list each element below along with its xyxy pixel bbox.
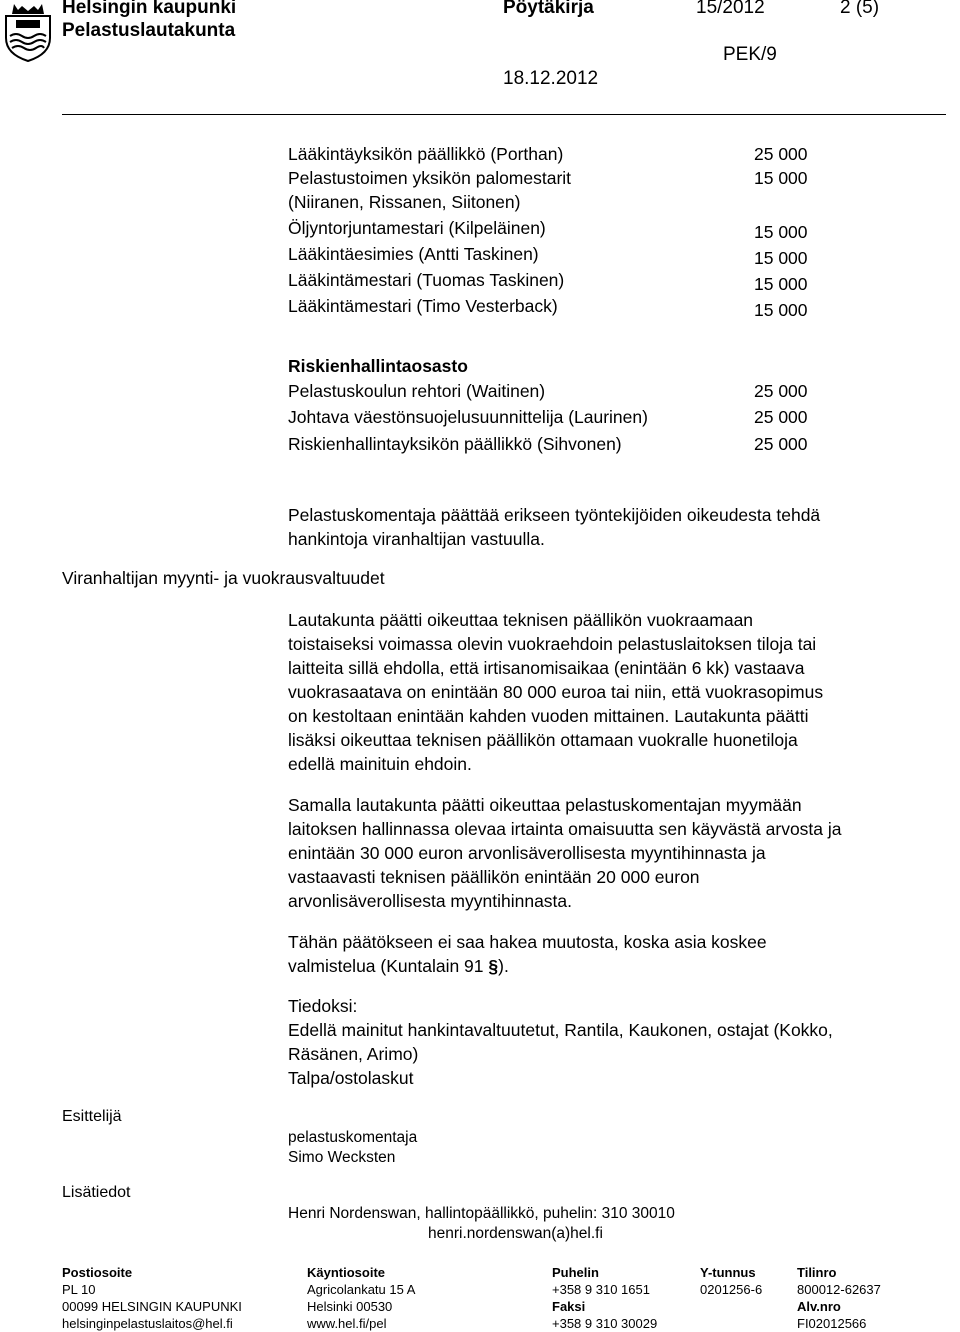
risk-row-amount: 25 000: [754, 434, 808, 454]
para-line: Samalla lautakunta päätti oikeuttaa pelastuskomentajan myymään: [288, 795, 802, 815]
footer-heading: Puhelin: [552, 1265, 599, 1280]
para-line: vastaavasti teknisen päällikön enintään 20 000 euron: [288, 867, 700, 887]
limit-row: Pelastustoimen yksikön palomestarit: [288, 168, 572, 188]
limit-row: Lääkintäyksikön päällikkö (Porthan): [288, 144, 564, 164]
para-line: Räsänen, Arimo): [288, 1044, 419, 1064]
footer-value: Helsinki 00530: [307, 1299, 393, 1314]
limit-amount: 15 000: [754, 300, 808, 320]
risk-row-label: Johtava väestönsuojelusuunnittelija (Laurinen): [288, 407, 648, 427]
footer-email[interactable]: helsinginpelastuslaitos@hel.fi: [62, 1316, 233, 1331]
footer-heading: Käyntiosoite: [307, 1265, 386, 1280]
footer-col-visiting: [307, 1264, 415, 1332]
section-symbol: §: [488, 956, 499, 976]
header-unit: Pelastuslautakunta: [62, 20, 236, 41]
footer-value: +358 9 310 30029: [552, 1316, 658, 1331]
limit-amount: 15 000: [754, 248, 808, 268]
footer-value: 0201256-6: [700, 1282, 763, 1297]
limit-row: Lääkintäesimies (Antti Taskinen): [288, 244, 539, 264]
para-line: Edellä mainitut hankintavaltuutetut, Rantila, Kaukonen, ostajat (Kokko,: [288, 1020, 833, 1040]
footer-col-phone: [552, 1264, 657, 1332]
para-line: vuokrasaatava on enintään 80 000 euroa tai niin, että vuokrasopimus: [288, 682, 824, 702]
footer-value: FI02012566: [797, 1316, 867, 1331]
limit-amount: 25 000: [754, 144, 808, 164]
footer-col-postal: [62, 1264, 242, 1332]
presenter-block: [288, 1128, 417, 1168]
para-notice: [288, 994, 833, 1090]
risk-row-label: Pelastuskoulun rehtori (Waitinen): [288, 381, 546, 401]
para-line: Tiedoksi:: [288, 996, 358, 1016]
side-heading: Viranhaltijan myynti- ja vuokrausvaltuudet: [62, 568, 385, 588]
para-line: Pelastuskomentaja päättää erikseen työntekijöiden oikeudesta tehdä: [288, 505, 821, 525]
para-line: Lautakunta päätti oikeuttaa teknisen päällikön vuokraamaan: [288, 610, 754, 630]
footer-col-account: [797, 1264, 881, 1332]
para-sale: [288, 793, 842, 913]
para-line: Tähän päätökseen ei saa hakea muutosta, koska asia koskee: [288, 932, 767, 952]
footer-heading: Y-tunnus: [700, 1265, 756, 1280]
para-line: hankintoja viranhaltijan vastuulla.: [288, 529, 545, 549]
footer-value: 800012-62637: [797, 1282, 881, 1297]
para-line: on kestoltaan enintään kahden vuoden mittainen. Lautakunta päätti: [288, 706, 809, 726]
helsinki-coat-of-arms-logo: [2, 2, 54, 62]
para-commander: [288, 503, 820, 551]
para-line: toistaiseksi voimassa olevin vuokraehdoin pelastuslaitoksen tiloja tai: [288, 634, 817, 654]
header-org: Helsingin kaupunki: [62, 0, 237, 18]
footer-value: 00099 HELSINGIN KAUPUNKI: [62, 1299, 242, 1314]
header-number: 15/2012: [696, 0, 765, 18]
header-date: 18.12.2012: [503, 68, 599, 89]
limit-amount: 15 000: [754, 168, 808, 188]
limit-amount: 15 000: [754, 274, 808, 294]
footer-col-business-id: [700, 1264, 762, 1298]
info-line2: henri.nordenswan(a)hel.fi: [428, 1225, 603, 1242]
para-line: laitteita sillä ehdolla, että irtisanomisaikaa (enintään 6 kk) vastaava: [288, 658, 805, 678]
header-rule: [62, 114, 946, 115]
info-line1: Henri Nordenswan, hallintopäällikkö, puhelin: 310 30010: [288, 1205, 675, 1222]
header-code: PEK/9: [723, 44, 777, 65]
footer-value: +358 9 310 1651: [552, 1282, 650, 1297]
limits-list: [288, 142, 571, 318]
risk-section-heading: Riskienhallintaosasto: [288, 356, 468, 376]
presenter-title: pelastuskomentaja: [288, 1129, 418, 1146]
limit-row: (Niiranen, Rissanen, Siitonen): [288, 192, 521, 212]
para-line: arvonlisäverollisesta myyntihinnasta.: [288, 891, 573, 911]
limit-row: Lääkintämestari (Tuomas Taskinen): [288, 270, 565, 290]
para-lease: [288, 608, 823, 776]
footer-heading: Alv.nro: [797, 1299, 841, 1314]
header-doc-type: Pöytäkirja: [503, 0, 594, 18]
para-line: valmistelua (Kuntalain 91 §).: [288, 956, 509, 976]
risk-row-amount: 25 000: [754, 381, 808, 401]
footer-website-link[interactable]: www.hel.fi/pel: [307, 1316, 387, 1331]
para-line: lisäksi oikeuttaa teknisen päällikön ottamaan vuokralle huonetiloja: [288, 730, 798, 750]
limit-amount: 15 000: [754, 222, 808, 242]
para-line: enintään 30 000 euron arvonlisäverollisesta myyntihinnasta ja: [288, 843, 766, 863]
risk-row-amount: 25 000: [754, 407, 808, 427]
para-appeal: [288, 930, 767, 978]
presenter-label: Esittelijä: [62, 1108, 122, 1125]
header-page: 2 (5): [840, 0, 880, 18]
para-line: edellä mainituin ehdoin.: [288, 754, 472, 774]
footer-heading: Tilinro: [797, 1265, 837, 1280]
footer-value: PL 10: [62, 1282, 96, 1297]
para-line: laitoksen hallinnassa olevaa irtainta omaisuutta sen käyvästä arvosta ja: [288, 819, 842, 839]
footer-value: Agricolankatu 15 A: [307, 1282, 416, 1297]
footer-heading: Faksi: [552, 1299, 586, 1314]
limit-row: Öljyntorjuntamestari (Kilpeläinen): [288, 218, 546, 238]
limit-row: Lääkintämestari (Timo Vesterback): [288, 296, 558, 316]
presenter-name: Simo Wecksten: [288, 1149, 396, 1166]
risk-row-label: Riskienhallintayksikön päällikkö (Sihvonen): [288, 434, 622, 454]
para-line: Talpa/ostolaskut: [288, 1068, 414, 1088]
footer-heading: Postiosoite: [62, 1265, 133, 1280]
info-label: Lisätiedot: [62, 1184, 131, 1201]
